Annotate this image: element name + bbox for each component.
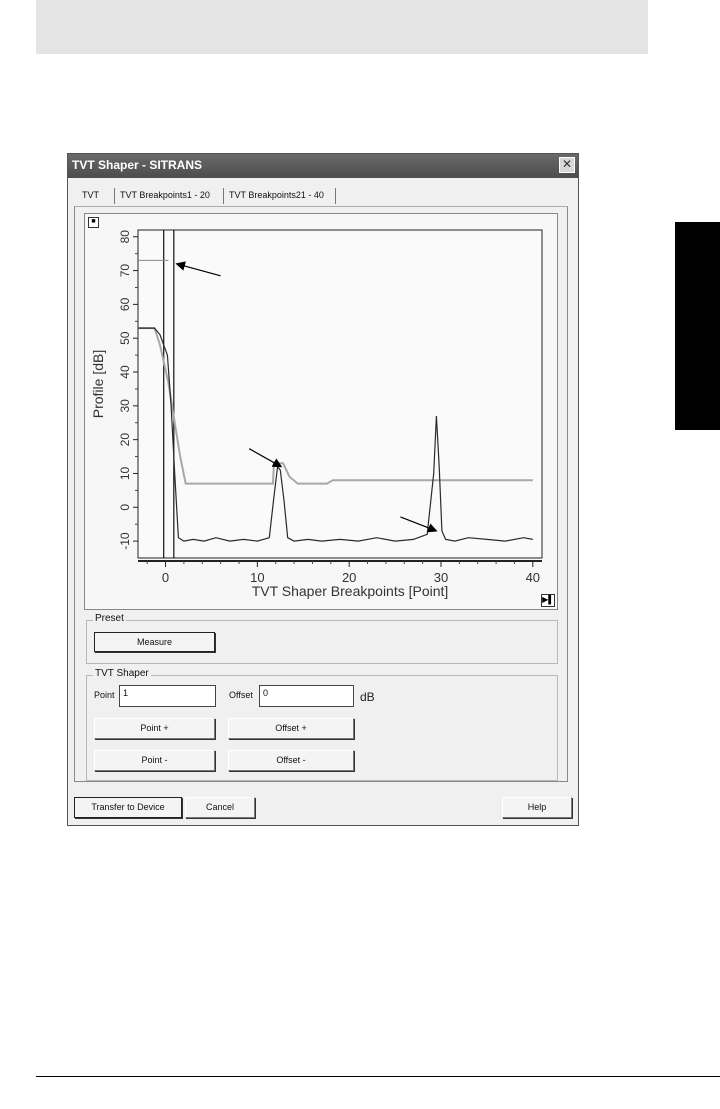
y-tick-label: 80 bbox=[118, 230, 132, 244]
offset-plus-button[interactable] bbox=[228, 718, 354, 739]
tab-breakpoints-1-20[interactable]: TVT Breakpoints1 - 20 bbox=[120, 190, 210, 200]
y-tick-label: 70 bbox=[118, 263, 132, 278]
close-button[interactable] bbox=[559, 157, 575, 173]
tvt-shaper-group-label: TVT Shaper bbox=[95, 668, 149, 679]
tab-separator bbox=[335, 188, 336, 204]
preset-group-label: Preset bbox=[95, 613, 124, 624]
y-tick-label: 60 bbox=[118, 297, 132, 312]
help-button[interactable] bbox=[502, 797, 572, 818]
tab-separator bbox=[223, 188, 224, 204]
offset-input[interactable]: 0 bbox=[259, 685, 354, 707]
y-tick-label: 50 bbox=[118, 331, 132, 345]
x-tick-label: 0 bbox=[161, 570, 170, 585]
tab-separator bbox=[114, 188, 115, 204]
go-to-end-icon[interactable]: ▶▌ bbox=[541, 594, 555, 607]
page-footer-rule bbox=[36, 1076, 720, 1077]
point-minus-label: Point - bbox=[141, 755, 168, 765]
offset-minus-button[interactable] bbox=[228, 750, 354, 771]
point-plus-button[interactable] bbox=[94, 718, 215, 739]
offset-plus-label: Offset + bbox=[275, 723, 307, 733]
dialog-titlebar bbox=[68, 154, 578, 178]
transfer-label: Transfer to Device bbox=[91, 802, 165, 812]
reset-zoom-icon[interactable]: ■ bbox=[88, 217, 99, 228]
y-tick-label: 10 bbox=[118, 466, 132, 481]
x-tick-label: 20 bbox=[341, 570, 357, 585]
offset-label: Offset bbox=[229, 690, 253, 700]
point-label: Point bbox=[94, 690, 115, 700]
tab-tvt[interactable]: TVT bbox=[82, 190, 99, 200]
cancel-button[interactable] bbox=[185, 797, 255, 818]
page-header-band bbox=[36, 0, 648, 54]
x-tick-label: 40 bbox=[525, 570, 541, 585]
cancel-label: Cancel bbox=[205, 802, 234, 812]
y-tick-label: 40 bbox=[118, 365, 132, 379]
y-tick-label: 30 bbox=[118, 399, 132, 413]
y-tick-label: 0 bbox=[118, 503, 132, 511]
y-tick-label: 20 bbox=[118, 432, 132, 447]
dialog-title: TVT Shaper - SITRANS bbox=[72, 158, 203, 172]
offset-minus-label: Offset - bbox=[276, 755, 306, 765]
transfer-to-device-button[interactable] bbox=[74, 797, 182, 818]
x-tick-label: 30 bbox=[433, 570, 449, 585]
plot-area bbox=[138, 230, 542, 558]
point-plus-label: Point + bbox=[140, 723, 169, 733]
chapter-side-tab bbox=[675, 222, 720, 430]
point-input[interactable]: 1 bbox=[119, 685, 216, 707]
measure-button[interactable] bbox=[94, 632, 215, 652]
help-label: Help bbox=[527, 802, 547, 812]
y-axis-label: Profile [dB] bbox=[90, 349, 106, 419]
measure-button-label: Measure bbox=[136, 637, 172, 647]
tvt-profile-chart[interactable] bbox=[84, 213, 558, 610]
offset-unit: dB bbox=[360, 690, 375, 704]
x-tick-label: 10 bbox=[250, 570, 265, 585]
x-axis-label: TVT Shaper Breakpoints [Point] bbox=[251, 583, 449, 599]
y-tick-label: -10 bbox=[118, 532, 132, 550]
close-icon: ✕ bbox=[561, 157, 573, 171]
tab-breakpoints-21-40[interactable]: TVT Breakpoints21 - 40 bbox=[229, 190, 324, 200]
point-minus-button[interactable] bbox=[94, 750, 215, 771]
